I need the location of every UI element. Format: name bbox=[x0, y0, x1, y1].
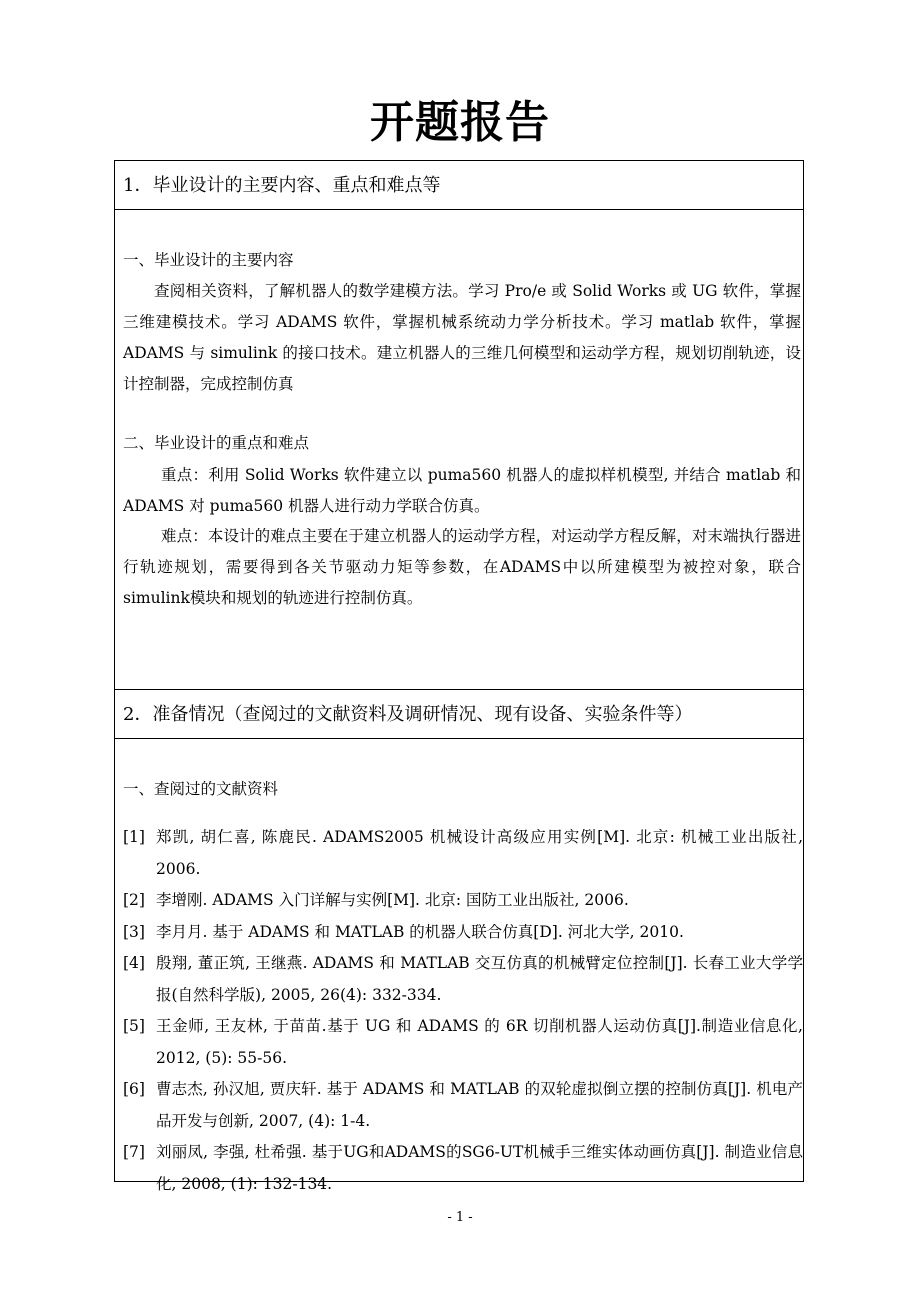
section1-key-point: 重点：利用 Solid Works 软件建立以 puma560 机器人的虚拟样机模型, 并结合 matlab 和 ADAMS 对 puma560 机器人进行动力学联合仿真。 bbox=[123, 466, 801, 515]
section1-difficulty: 难点：本设计的难点主要在于建立机器人的运动学方程，对运动学方程反解，对末端执行器进行轨迹规划，需要得到各关节驱动力矩等参数，在ADAMS中以所建模型为被控对象，联合simulink模块和规划的轨迹进行控制仿真。 bbox=[123, 527, 801, 607]
section2-sub1-title: 一、查阅过的文献资料 bbox=[123, 780, 279, 798]
reference-item bbox=[123, 1074, 803, 1137]
reference-text: 王金师, 王友林, 于苗苗.基于 UG 和 ADAMS 的 6R 切削机器人运动仿真[J].制造业信息化, 2012, (5): 55-56. bbox=[156, 1017, 803, 1067]
page-number: - 1 - bbox=[447, 1210, 473, 1225]
reference-text: 殷翔, 董正筑, 王继燕. ADAMS 和 MATLAB 交互仿真的机械臂定位控制[J]. 长春工业大学学报(自然科学版), 2005, 26(4): 332-334. bbox=[156, 954, 803, 1004]
section1-main-content: 查阅相关资料，了解机器人的数学建模方法。学习 Pro/e 或 Solid Works 或 UG 软件，掌握三维建模技术。学习 ADAMS 软件，掌握机械系统动力学分析技术。学习 matlab 软件，掌握 ADAMS 与 simulink 的接口技术。建立机器人的三维几何模型和运动学方程，规划切削轨迹，设计控制器，完成控制仿真 bbox=[123, 282, 801, 393]
reference-item bbox=[123, 1137, 803, 1200]
reference-item bbox=[123, 1011, 803, 1074]
reference-item bbox=[123, 948, 803, 1011]
reference-list bbox=[123, 822, 803, 1200]
divider bbox=[114, 689, 804, 690]
reference-text: 曹志杰, 孙汉旭, 贾庆轩. 基于 ADAMS 和 MATLAB 的双轮虚拟倒立摆的控制仿真[J]. 机电产品开发与创新, 2007, (4): 1-4. bbox=[156, 1080, 803, 1130]
section1-sub2-title: 二、毕业设计的重点和难点 bbox=[123, 434, 310, 452]
reference-index: [7] bbox=[123, 1143, 145, 1161]
reference-item bbox=[123, 917, 803, 949]
section2-header: 2．准备情况（查阅过的文献资料及调研情况、现有设备、实验条件等） bbox=[123, 704, 693, 725]
reference-index: [6] bbox=[123, 1080, 145, 1098]
divider bbox=[114, 209, 804, 210]
divider bbox=[114, 738, 804, 739]
reference-item bbox=[123, 885, 803, 917]
reference-index: [4] bbox=[123, 954, 145, 972]
reference-text: 李增刚. ADAMS 入门详解与实例[M]. 北京: 国防工业出版社, 2006. bbox=[156, 891, 629, 909]
reference-text: 李月月. 基于 ADAMS 和 MATLAB 的机器人联合仿真[D]. 河北大学, 2010. bbox=[156, 922, 684, 941]
section1-header: 1．毕业设计的主要内容、重点和难点等 bbox=[123, 175, 441, 196]
reference-index: [3] bbox=[123, 922, 145, 941]
reference-text: 郑凯, 胡仁喜, 陈鹿民. ADAMS2005 机械设计高级应用实例[M]. 北京: 机械工业出版社, 2006. bbox=[156, 828, 803, 878]
reference-text: 刘丽凤, 李强, 杜希强. 基于UG和ADAMS的SG6-UT机械手三维实体动画仿真[J]. 制造业信息化, 2008, (1): 132-134. bbox=[156, 1143, 803, 1193]
page-title: 开题报告 bbox=[370, 97, 550, 148]
reference-index: [1] bbox=[123, 828, 145, 846]
reference-index: [5] bbox=[123, 1017, 145, 1035]
reference-index: [2] bbox=[123, 891, 145, 909]
reference-item bbox=[123, 822, 803, 885]
section1-sub1-title: 一、毕业设计的主要内容 bbox=[123, 251, 294, 269]
